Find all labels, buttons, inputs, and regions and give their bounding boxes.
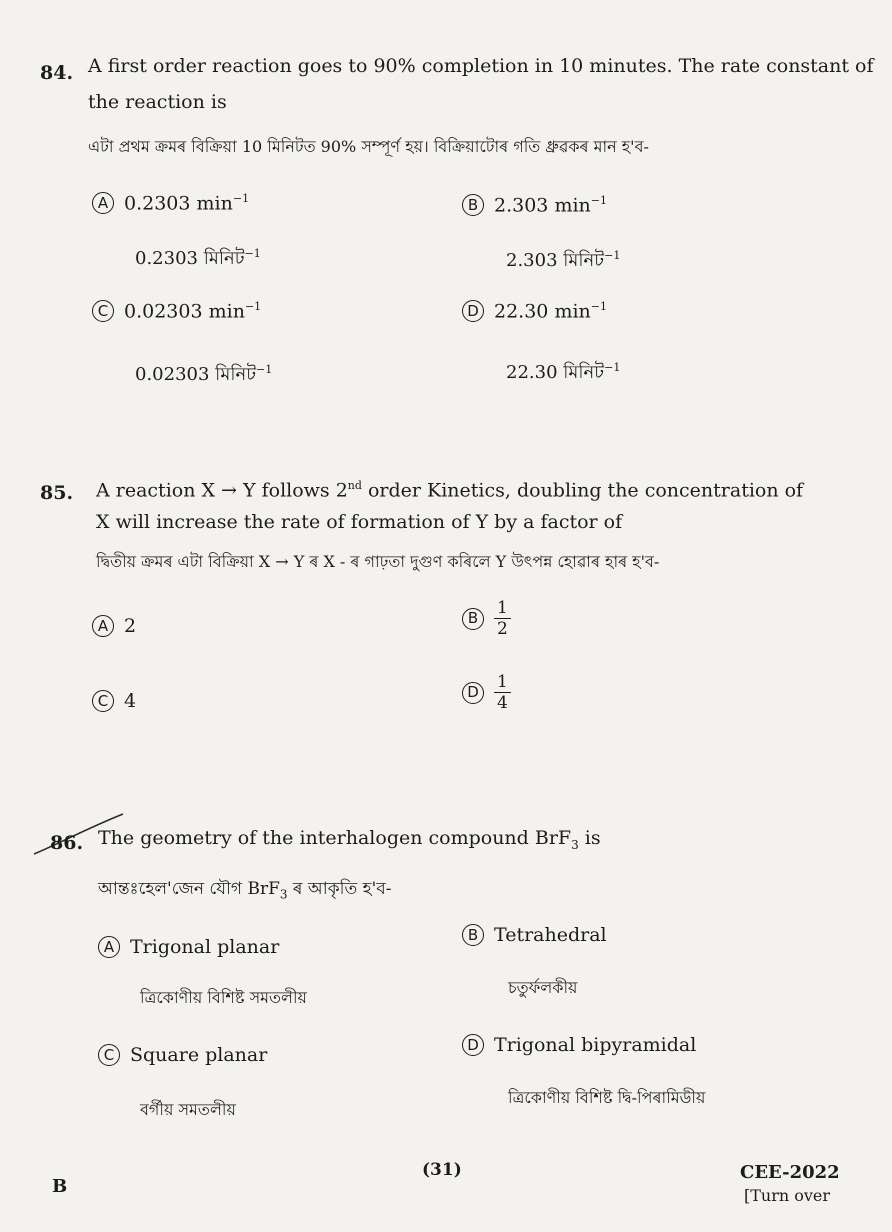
q86-option-b[interactable] [462,924,607,946]
q85-option-d[interactable] [462,672,511,713]
q85-option-c[interactable] [92,690,136,712]
q86-option-b-as: চতুৰ্ফলকীয় [508,978,578,997]
q85-text-en-line1: A reaction X → Y follows 2nd order Kinetics, doubling the concentration of [96,479,804,502]
option-b-marker: B [462,194,484,216]
option-b-marker: B [462,924,484,946]
q86-text-en: The geometry of the interhalogen compound BrF$_3$ is [98,827,601,852]
q85-option-b[interactable] [462,598,511,639]
option-a-marker: A [92,192,114,214]
q85-option-d-fraction: $\frac{1}{4}$ [494,672,511,713]
q86-option-d[interactable] [462,1034,696,1056]
q85-option-a[interactable] [92,615,136,637]
q84-text-en-line1: A first order reaction goes to 90% completion in 10 minutes. The rate constant of [88,55,874,77]
q85-option-b-fraction: $\frac{1}{2}$ [494,598,511,639]
q84-text-en-line2: the reaction is [88,91,227,113]
q86-option-a-en: Trigonal planar [130,936,280,958]
q84-option-c-as: 0.02303 মিনিট$^{-1}$ [135,363,273,385]
option-b-marker: B [462,608,484,630]
q86-option-c[interactable] [98,1044,267,1066]
q84-text-as: এটা প্ৰথম ক্ৰমৰ বিক্ৰিয়া 10 মিনিটত 90% সম্পূৰ্ণ হয়। বিক্ৰিয়াটোৰ গতি ধ্ৰুৱকৰ মান হ'ব- [88,137,649,156]
q84-option-b[interactable] [462,194,607,216]
q84-option-b-en: 2.303 $\min^{-1}$ [494,194,608,217]
q84-option-c-en: 0.02303 $\min^{-1}$ [124,300,262,323]
q85-text-en-line2: X will increase the rate of formation of Y by a factor of [96,511,623,533]
page-number: (31) [422,1160,462,1180]
q86-option-c-en: Square planar [130,1044,268,1066]
q86-option-b-en: Tetrahedral [494,924,607,946]
q85-option-c-value: 4 [124,690,137,712]
option-a-marker: A [92,615,114,637]
booklet-series: B [52,1176,68,1197]
option-c-marker: C [92,300,114,322]
q84-option-d-en: 22.30 $\min^{-1}$ [494,300,608,323]
q85-option-a-value: 2 [124,615,137,637]
option-c-marker: C [98,1044,120,1066]
q86-option-c-as: বৰ্গীয় সমতলীয় [140,1100,236,1119]
option-d-marker: D [462,1034,484,1056]
q84-option-a[interactable] [92,192,249,214]
option-d-marker: D [462,682,484,704]
q84-option-d[interactable] [462,300,607,322]
turn-over-note: [Turn over [744,1186,831,1205]
q84-option-a-en: 0.2303 $\min^{-1}$ [124,192,250,215]
exam-code: CEE-2022 [740,1162,840,1183]
q84-option-a-as: 0.2303 মিনিট$^{-1}$ [135,247,261,269]
q85-number: 85. [40,482,74,504]
option-c-marker: C [92,690,114,712]
q84-number: 84. [40,62,74,84]
q86-option-d-en: Trigonal bipyramidal [494,1034,697,1056]
option-d-marker: D [462,300,484,322]
q86-option-a-as: ত্ৰিকোণীয় বিশিষ্ট সমতলীয় [140,988,307,1007]
q85-text-as: দ্বিতীয় ক্ৰমৰ এটা বিক্ৰিয়া X → Y ৰ X - ৰ গাঢ়তা দুগুণ কৰিলে Y উৎপন্ন হোৱাৰ হাৰ হ'ব- [96,552,660,571]
q84-option-c[interactable] [92,300,261,322]
q84-option-b-as: 2.303 মিনিট$^{-1}$ [506,249,621,271]
option-a-marker: A [98,936,120,958]
q86-text-as: আন্তঃহেল'জেন যৌগ BrF$_3$ ৰ আকৃতি হ'ব- [98,879,392,902]
q86-number: 86. [50,832,84,854]
q86-option-d-as: ত্ৰিকোণীয় বিশিষ্ট দ্বি-পিৰামিডীয় [508,1088,706,1107]
q84-option-d-as: 22.30 মিনিট$^{-1}$ [506,361,621,383]
q86-option-a[interactable] [98,936,279,958]
